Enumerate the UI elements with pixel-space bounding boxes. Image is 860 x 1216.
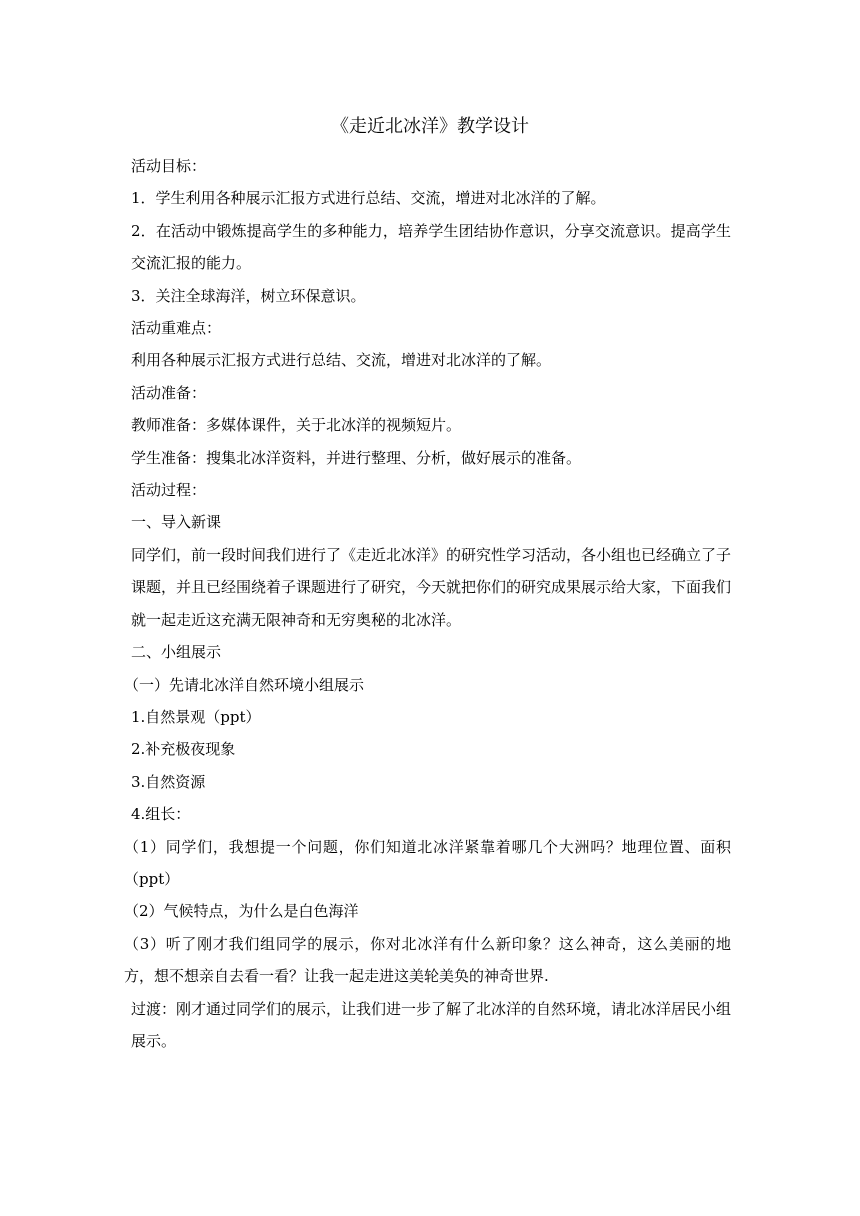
document-title: 《走近北冰洋》教学设计 <box>331 116 529 137</box>
document-body <box>124 150 732 1057</box>
list-item: 4.组长： <box>131 805 191 824</box>
group-show-subheading: （一）先请北冰洋自然环境小组展示 <box>124 675 365 694</box>
process-step-intro: 一、导入新课 <box>131 513 222 532</box>
teacher-preparation: 教师准备：多媒体课件，关于北冰洋的视频短片。 <box>131 416 462 435</box>
intro-paragraph: 同学们，前一段时间我们进行了《走近北冰洋》的研究性学习活动，各小组也已经确立了子课题，并且已经围绕着子课题进行了研究，今天就把你们的研究成果展示给大家，下面我们就一起走近这充满无限神奇和无穷奥秘的北冰洋。 <box>131 545 732 629</box>
list-item: 2.补充极夜现象 <box>131 740 236 759</box>
sub-list-item: （1）同学们，我想提一个问题，你们知道北冰洋紧靠着哪几个大洲吗？地理位置、面积（ppt） <box>124 837 731 888</box>
objective-item-2: 2．在活动中锻炼提高学生的多种能力，培养学生团结协作意识，分享交流意识。提高学生交流汇报的能力。 <box>131 221 731 273</box>
sub-list-item: （2）气候特点，为什么是白色海洋 <box>124 902 359 921</box>
list-item: 3.自然资源 <box>131 772 206 791</box>
list-item: 1.自然景观（ppt） <box>131 707 261 726</box>
objective-item-3: 3．关注全球海洋，树立环保意识。 <box>131 286 366 305</box>
transition-paragraph: 过渡：刚才通过同学们的展示，让我们进一步了解了北冰洋的自然环境，请北冰洋居民小组展示。 <box>131 999 732 1050</box>
section-heading-preparation: 活动准备： <box>131 383 207 402</box>
section-heading-key-points: 活动重难点： <box>131 319 222 338</box>
section-heading-process: 活动过程： <box>131 481 207 500</box>
sub-list-item: （3）听了刚才我们组同学的展示，你对北冰洋有什么新印象？这么神奇，这么美丽的地方，想不想亲自去看一看？让我一起走进这美轮美奂的神奇世界. <box>124 934 731 986</box>
student-preparation: 学生准备：搜集北冰洋资料，并进行整理、分析，做好展示的准备。 <box>131 448 582 467</box>
section-heading-objectives: 活动目标： <box>131 157 207 175</box>
key-points-text: 利用各种展示汇报方式进行总结、交流，增进对北冰洋的了解。 <box>131 351 552 370</box>
objective-item-1: 1．学生利用各种展示汇报方式进行总结、交流，增进对北冰洋的了解。 <box>131 189 606 208</box>
process-step-group-show: 二、小组展示 <box>131 643 222 662</box>
